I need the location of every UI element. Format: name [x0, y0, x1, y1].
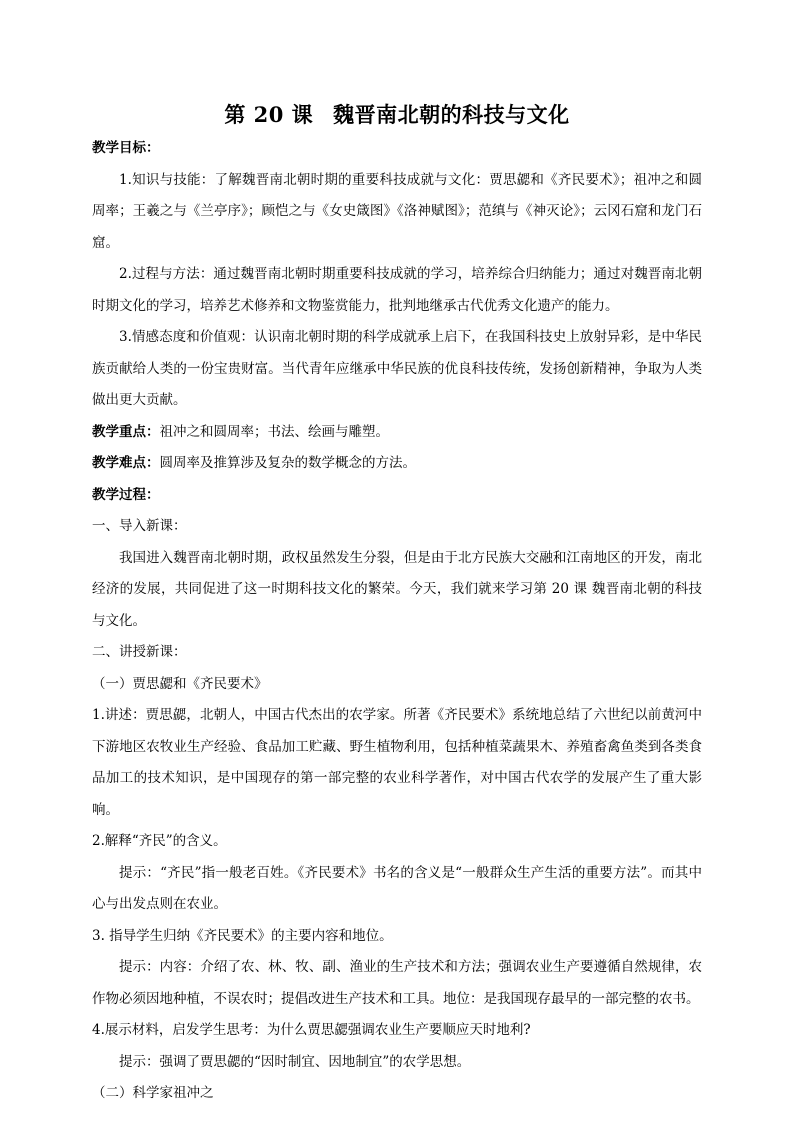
intro-text: 我国进入魏晋南北朝时期，政权虽然发生分裂，但是由于北方民族大交融和江南地区的开发，南北经济的发展，共同促进了这一时期科技文化的繁荣。今天，我们就来学习第 20 课 魏晋南北朝的科技与文化。: [92, 549, 702, 629]
item-4: 4.展示材料，启发学生思考：为什么贾思勰强调农业生产要顺应天时地利?: [92, 1022, 531, 1038]
goal-knowledge: 1.知识与技能：了解魏晋南北朝时期的重要科技成就与文化：贾思勰和《齐民要术》；祖冲之和圆周率；王羲之与《兰亭序》；顾恺之与《女史箴图》《洛神赋图》；范缜与《神灭论》；云冈石窟和龙门石窟。: [92, 171, 702, 251]
lesson-name: 魏晋南北朝的科技与文化: [333, 102, 570, 127]
hint-4: 提示：强调了贾思勰的“因时制宜、因地制宜”的农学思想。: [119, 1053, 471, 1070]
item-1: 1.讲述：贾思勰，北朝人，中国古代杰出的农学家。所著《齐民要术》系统地总结了六世纪以前黄河中下游地区农牧业生产经验、食品加工贮藏、野生植物利用，包括种植菜蔬果木、养殖畜禽鱼类到各类食品加工的技术知识，是中国现存的第一部完整的农业科学著作，对中国古代农学的发展产生了重大影响。: [92, 707, 702, 818]
key-points-text: 祖冲之和圆周率；书法、绘画与雕塑。: [159, 423, 389, 440]
process-heading: 教学过程：: [92, 486, 160, 503]
section-1-heading: （一）贾思勰和《齐民要术》: [92, 675, 268, 692]
page-title: [92, 101, 702, 129]
key-points: [92, 417, 702, 449]
new-lesson-heading: 二、讲授新课：: [92, 644, 187, 660]
item-2: 2.解释“齐民”的含义。: [92, 833, 227, 849]
difficulties-text: 圆周率及推算涉及复杂的数学概念的方法。: [159, 455, 416, 471]
goal-process: 2.过程与方法：通过魏晋南北朝时期重要科技成就的学习，培养综合归纳能力；通过对魏晋南北朝时期文化的学习，培养艺术修养和文物鉴赏能力，批判地继承古代优秀文化遗产的能力。: [92, 266, 702, 314]
difficulties: [92, 448, 702, 480]
goal-values: 3.情感态度和价值观：认识南北朝时期的科学成就承上启下，在我国科技史上放射异彩，是中华民族贡献给人类的一份宝贵财富。当代青年应继承中华民族的优良科技传统，发扬创新精神，争取为人类做出更大贡献。: [92, 329, 702, 408]
key-points-label: 教学重点：: [92, 423, 160, 440]
goals-heading: 教学目标：: [92, 140, 160, 156]
hint-3: 提示：内容：介绍了农、林、牧、副、渔业的生产技术和方法；强调农业生产要遵循自然规律，农作物必须因地种植，不误农时；提倡改进生产技术和工具。地位：是我国现存最早的一部完整的农书。: [92, 959, 702, 1007]
lesson-number: 第 20 课: [224, 102, 314, 127]
item-3: 3. 指导学生归纳《齐民要术》的主要内容和地位。: [92, 927, 393, 944]
hint-2: 提示：“齐民”指一般老百姓。《齐民要术》书名的含义是“一般群众生产生活的重要方法”。而其中心与出发点则在农业。: [92, 864, 702, 912]
section-2-heading: （二）科学家祖冲之: [92, 1085, 214, 1101]
intro-heading: 一、导入新课：: [92, 518, 187, 534]
difficulties-label: 教学难点：: [92, 455, 160, 471]
